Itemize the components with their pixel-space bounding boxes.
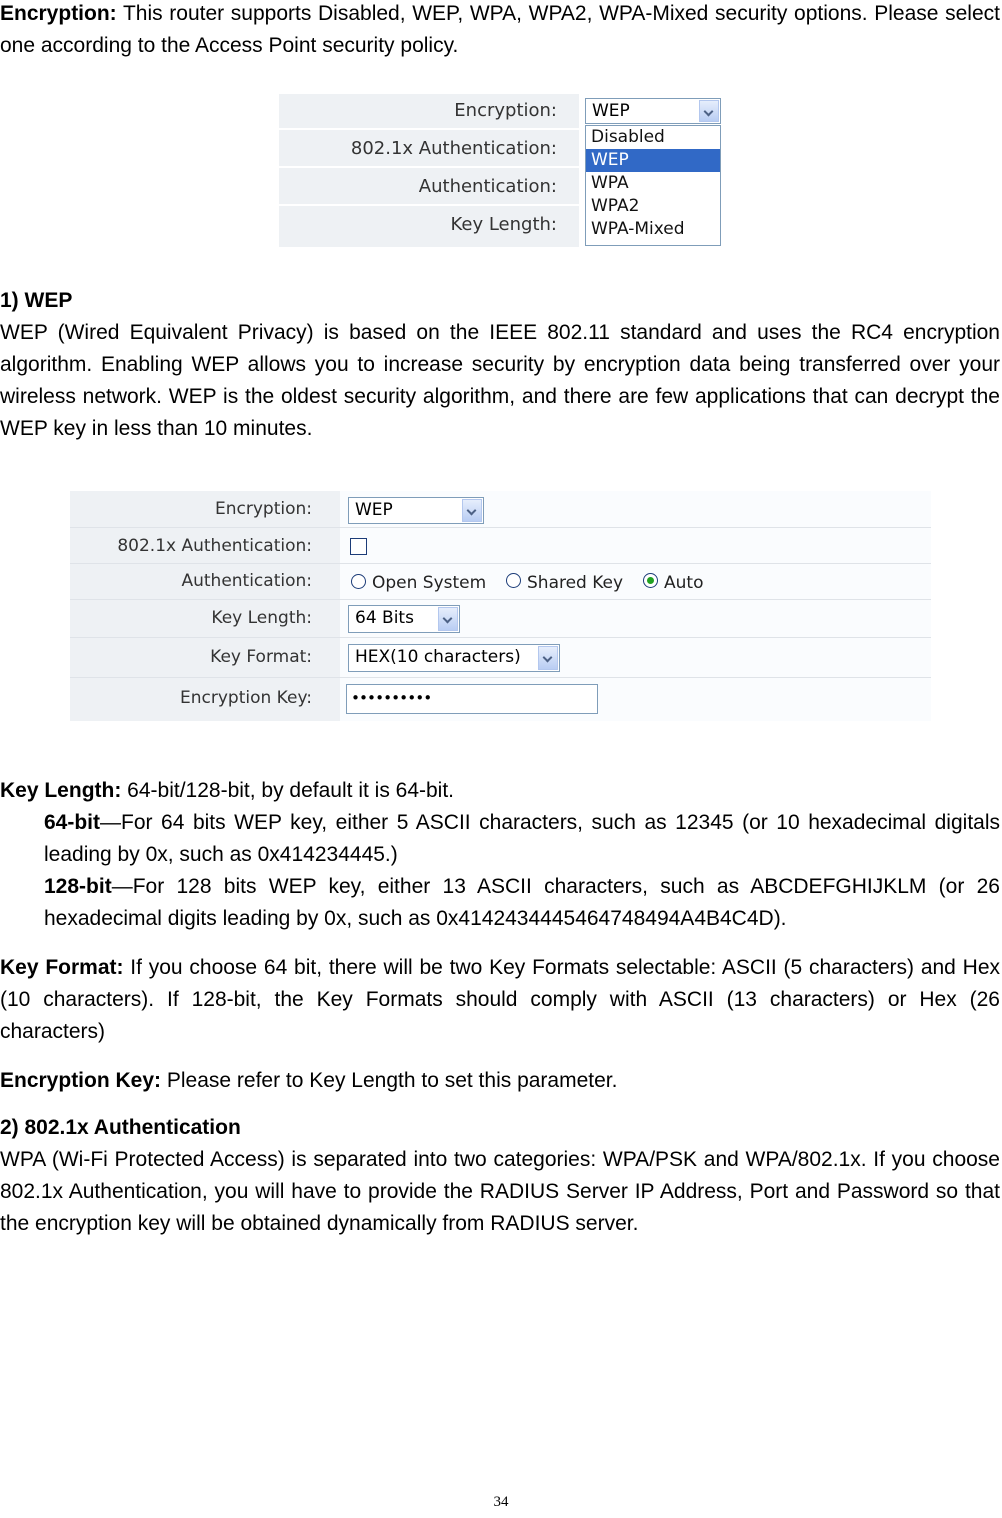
radio-shared-key[interactable] bbox=[506, 573, 521, 588]
key-length-text: 64-bit/128-bit, by default it is 64-bit. bbox=[121, 779, 455, 802]
chevron-down-icon[interactable] bbox=[462, 499, 482, 522]
key-128bit-term: 128-bit bbox=[44, 875, 112, 898]
encryption-key-term: Encryption Key: bbox=[0, 1069, 162, 1092]
key-length-label: Key Length: bbox=[211, 608, 312, 628]
encryption-select-value: WEP bbox=[355, 500, 393, 520]
auth-8021x-label: 802.1x Authentication: bbox=[279, 132, 579, 168]
authentication-label: Authentication: bbox=[279, 170, 579, 206]
key-128bit-text: —For 128 bits WEP key, either 13 ASCII characters, such as ABCDEFGHIJKLM (or 26 hexadecimal digits leading by 0x, such as 0x4142434445464748494A4B4C4D). bbox=[44, 875, 1000, 930]
auth-8021x-description: WPA (Wi-Fi Protected Access) is separated into two categories: WPA/PSK and WPA/802.1x. If you choose 802.1x Authentication, you will have to provide the RADIUS Server IP Address, Port and Password so that the encryption key will be obtained dynamically from RADIUS server. bbox=[0, 1148, 1000, 1235]
key-length-paragraph bbox=[0, 775, 1000, 807]
key-length-label: Key Length: bbox=[450, 214, 557, 235]
key-format-text: If you choose 64 bit, there will be two Key Formats selectable: ASCII (5 characters) and Hex (10 characters). If 128-bit, the Key Formats should comply with ASCII (13 characters) or Hex (26 characters) bbox=[0, 956, 1000, 1043]
key-64bit-term: 64-bit bbox=[44, 811, 101, 834]
key-format-row bbox=[70, 638, 931, 678]
auth-8021x-checkbox[interactable] bbox=[350, 538, 367, 555]
shared-key-label: Shared Key bbox=[527, 573, 624, 593]
auth-8021x-heading: 2) 802.1x Authentication bbox=[0, 1116, 241, 1139]
wep-settings-screenshot bbox=[70, 491, 931, 721]
encryption-intro-text: This router supports Disabled, WEP, WPA, WPA2, WPA-Mixed security options. Please select one according to the Access Point security policy. bbox=[0, 2, 1000, 57]
encryption-select[interactable] bbox=[348, 497, 484, 524]
radio-auto[interactable] bbox=[643, 573, 658, 588]
chevron-down-icon[interactable] bbox=[699, 100, 719, 122]
chevron-down-icon[interactable] bbox=[438, 607, 458, 631]
key-format-select[interactable] bbox=[348, 644, 560, 672]
encryption-label: Encryption: bbox=[215, 499, 312, 519]
key-length-select[interactable] bbox=[348, 605, 460, 633]
radio-open-system[interactable] bbox=[351, 574, 366, 589]
auth-8021x-row bbox=[70, 528, 931, 564]
key-length-term: Key Length: bbox=[0, 779, 122, 802]
encryption-key-text: Please refer to Key Length to set this parameter. bbox=[161, 1069, 618, 1092]
wep-description: WEP (Wired Equivalent Privacy) is based on the IEEE 802.11 standard and uses the RC4 encryption algorithm. Enabling WEP allows you to increase security by encryption data being transferred over your wireless network. WEP is the oldest security algorithm, and there are few applications that can decrypt the WEP key in less than 10 minutes. bbox=[0, 321, 1000, 440]
key-128bit-paragraph bbox=[44, 871, 1000, 935]
option-wpa2[interactable]: WPA2 bbox=[591, 196, 640, 216]
authentication-label: Authentication: bbox=[181, 571, 312, 591]
key-length-select-value: 64 Bits bbox=[355, 608, 414, 628]
encryption-label: Encryption: bbox=[279, 94, 579, 130]
encryption-key-paragraph bbox=[0, 1065, 1000, 1097]
auth-8021x-label: 802.1x Authentication: bbox=[117, 536, 312, 556]
key-64bit-text: —For 64 bits WEP key, either 5 ASCII characters, such as 12345 (or 10 hexadecimal digitals leading by 0x, such as 0x414234445.) bbox=[44, 811, 1000, 866]
encryption-select-value: WEP bbox=[592, 101, 630, 121]
key-length-row bbox=[70, 600, 931, 638]
encryption-row bbox=[70, 491, 931, 528]
page-number: 34 bbox=[493, 1494, 509, 1510]
encryption-term: Encryption: bbox=[0, 2, 117, 25]
authentication-row bbox=[70, 564, 931, 600]
key-format-select-value: HEX(10 characters) bbox=[355, 647, 521, 667]
option-disabled[interactable]: Disabled bbox=[591, 127, 665, 147]
encryption-key-row bbox=[70, 678, 931, 721]
auto-label: Auto bbox=[664, 573, 704, 593]
encryption-key-input[interactable]: •••••••••• bbox=[346, 684, 598, 714]
encryption-dropdown-screenshot bbox=[279, 94, 723, 247]
key-format-label: Key Format: bbox=[210, 647, 312, 667]
option-wpa-mixed[interactable]: WPA-Mixed bbox=[591, 219, 685, 239]
open-system-label: Open System bbox=[372, 573, 487, 593]
key-format-term: Key Format: bbox=[0, 956, 124, 979]
option-wpa[interactable]: WPA bbox=[591, 173, 629, 193]
key-format-paragraph bbox=[0, 952, 1000, 1048]
key-64bit-paragraph bbox=[44, 807, 1000, 871]
encryption-options-list bbox=[585, 125, 721, 246]
chevron-down-icon[interactable] bbox=[538, 646, 558, 670]
encryption-intro bbox=[0, 0, 1000, 62]
encryption-key-label: Encryption Key: bbox=[180, 688, 312, 708]
encryption-select[interactable] bbox=[585, 98, 721, 124]
option-wep[interactable]: WEP bbox=[586, 149, 720, 172]
wep-heading: 1) WEP bbox=[0, 289, 73, 312]
